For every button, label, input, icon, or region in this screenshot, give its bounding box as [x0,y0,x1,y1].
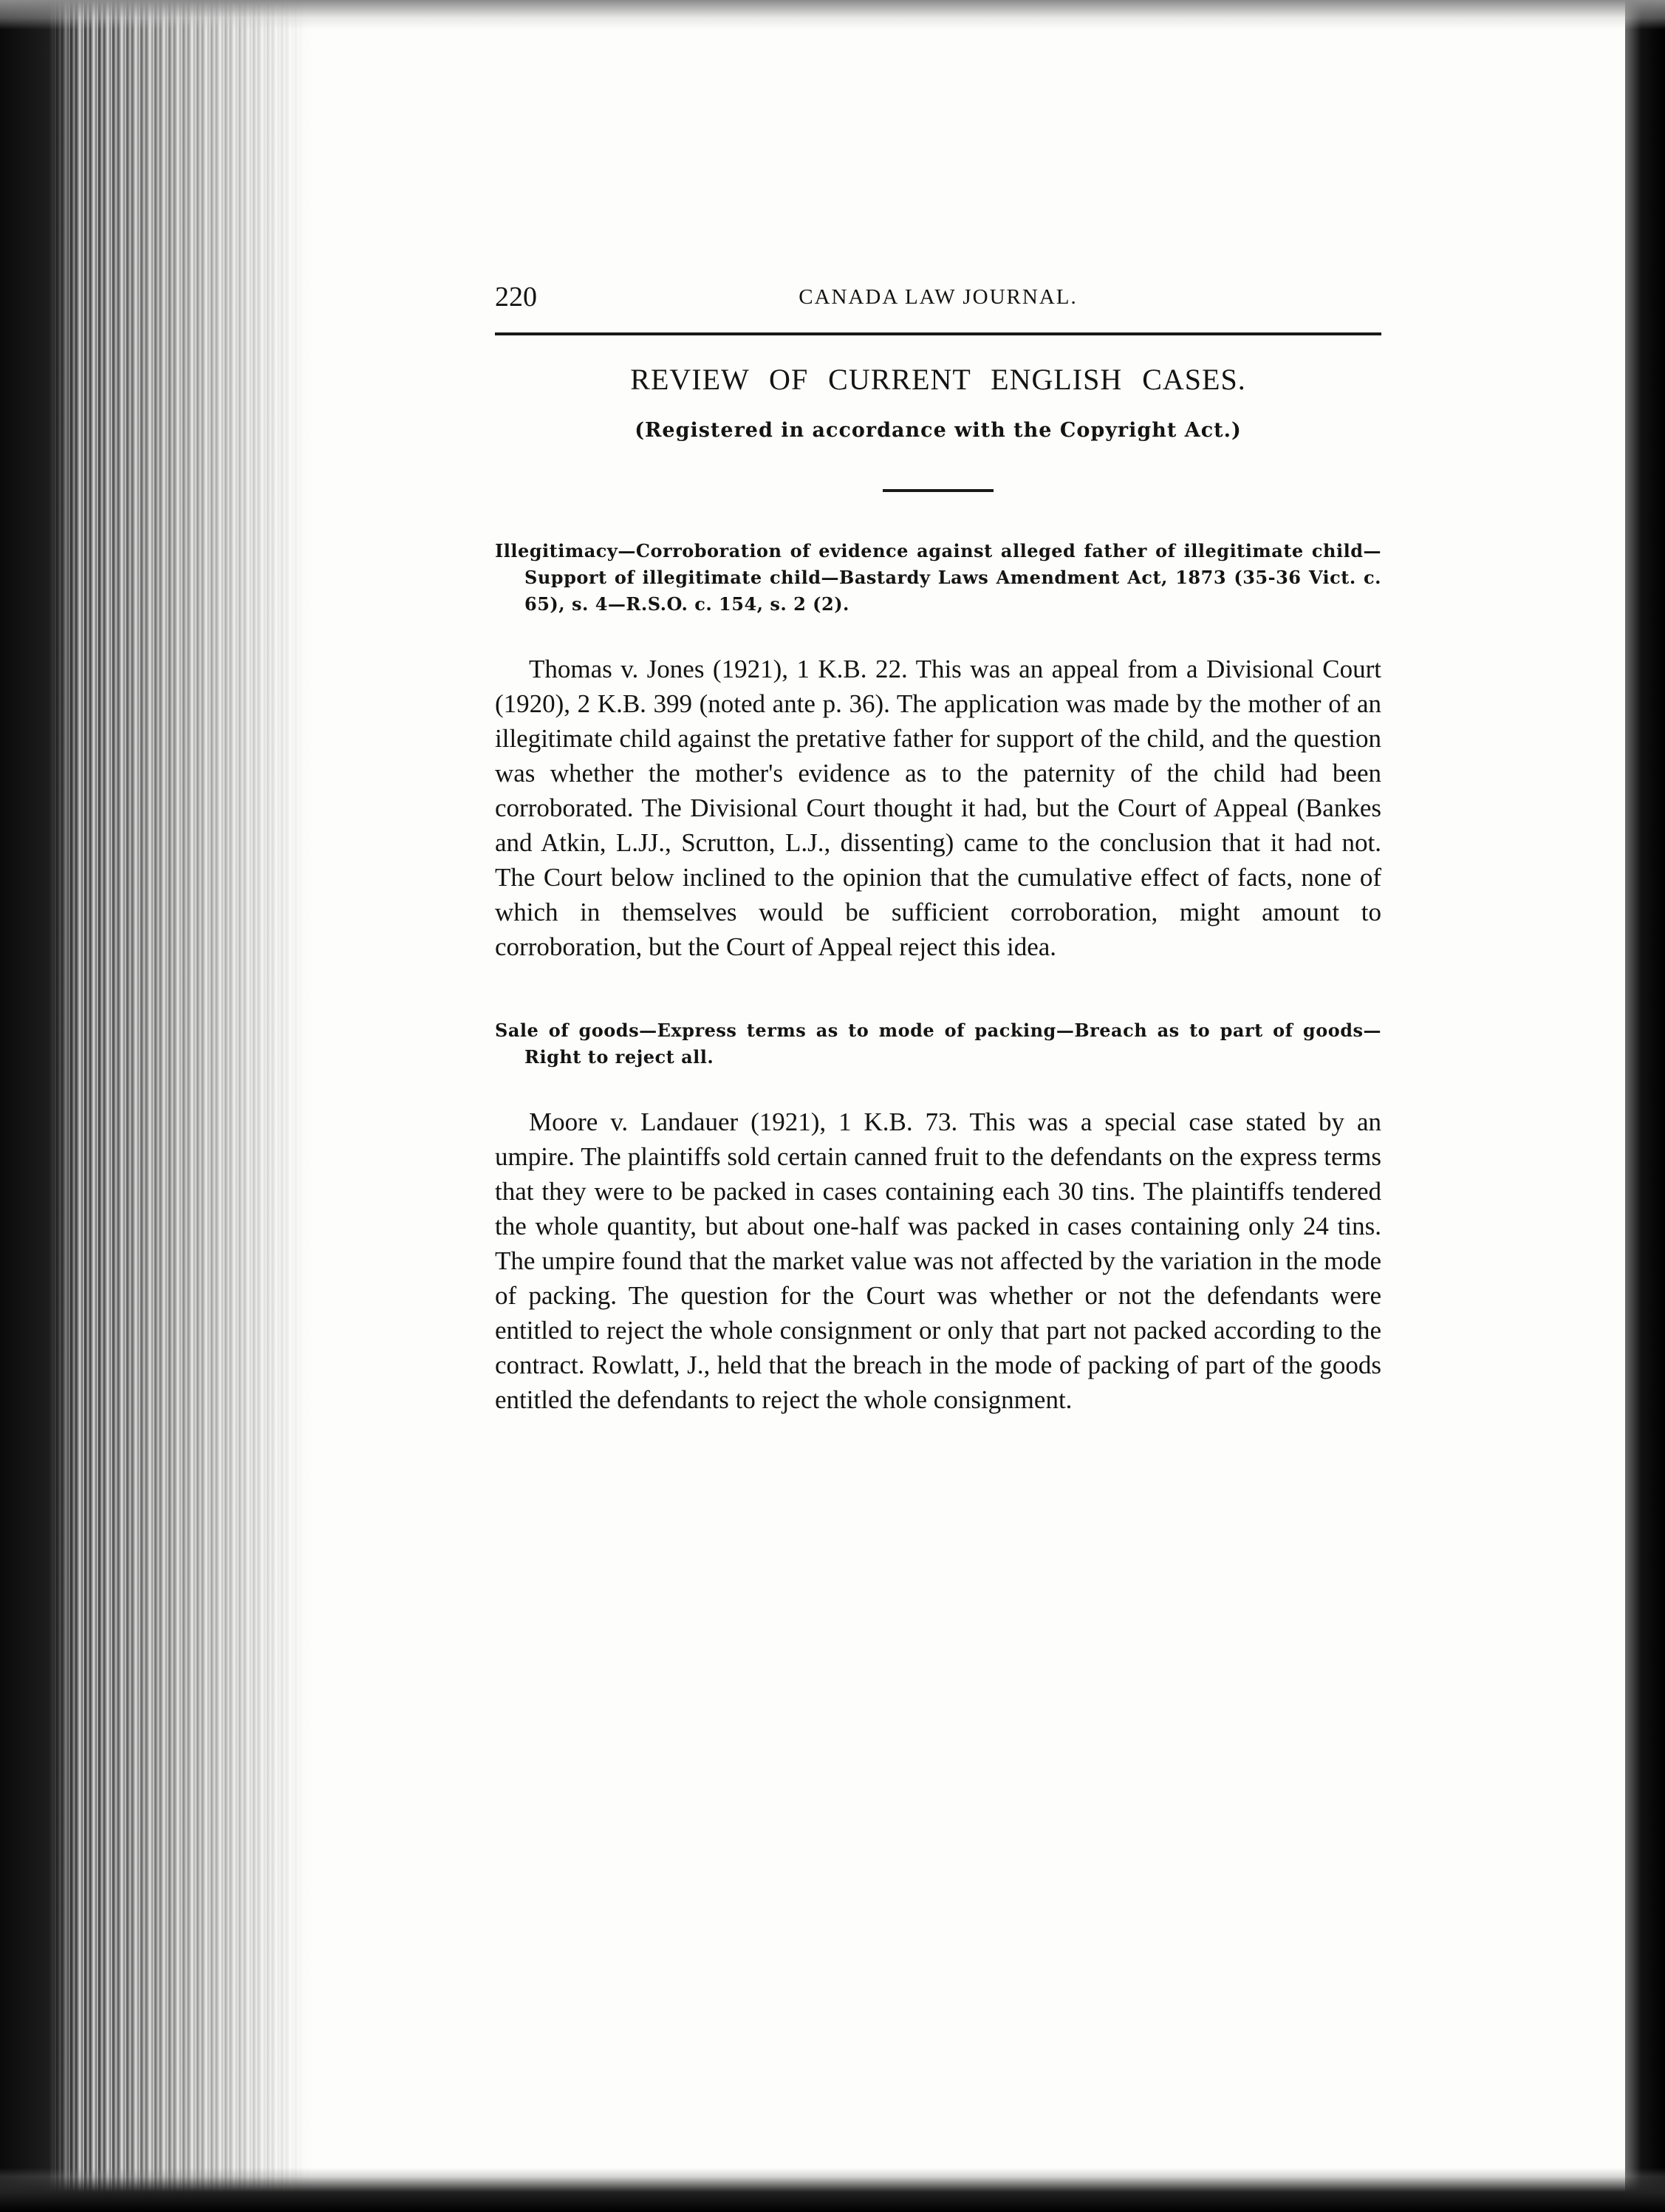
section-title: REVIEW OF CURRENT ENGLISH CASES. [630,363,1246,396]
case-headnote: Sale of goods—Express terms as to mode of packing—Breach as to part of goods—Right to reject all. [495,1020,1381,1068]
running-head [495,281,1381,325]
binding-shadow [0,0,81,2212]
case-body: Moore v. Landauer (1921), 1 K.B. 73. This was a special case stated by an umpire. The plaintiffs sold certain canned fruit to the defendants on the express terms that they were to be packed in cases containing each 30 tins. The plaintiffs tendered the whole quantity, but about one-half was packed in cases containing only 24 tins. The umpire found that the market value was not affected by the variation in the mode of packing. The question for the Court was whether or not the defendants were entitled to reject the whole consignment or only that part not packed according to the contract. Rowlatt, J., held that the breach in the mode of packing of part of the goods entitled the defendants to reject the whole consignment. [495,1107,1381,1414]
bottom-page-edge [0,2168,1665,2212]
section-divider [883,489,994,492]
case-body: Thomas v. Jones (1921), 1 K.B. 22. This was an appeal from a Divisional Court (1920), 2 K.B. 399 (noted ante p. 36). The application was made by the mother of an illegitimate child against the pretative father for support of the child, and the question was whether the mother's evidence as to the paternity of the child had been corroborated. The Divisional Court thought it had, but the Court of Appeal (Bankes and Atkin, L.JJ., Scrutton, L.J., dissenting) came to the conclusion that it had not. The Court below inclined to the opinion that the cumulative effect of facts, none of which in themselves would be sufficient corroboration, might amount to corroboration, but the Court of Appeal reject this idea. [495,655,1381,961]
page-content [495,281,1381,1417]
journal-title: CANADA LAW JOURNAL. [799,285,1078,309]
case-headnote: Illegitimacy—Corroboration of evidence against alleged father of illegitimate child—Support of illegitimate child—Bastardy Laws Amendment Act, 1873 (35-36 Vict. c. 65), s. 4—R.S.O. c. 154, s. 2 (2). [495,540,1381,615]
right-page-edge [1625,0,1665,2212]
header-rule [495,332,1381,335]
top-page-edge [0,0,1665,30]
gutter-fade [89,0,310,2212]
copyright-note: (Registered in accordance with the Copyright Act.) [635,419,1242,442]
page-number: 220 [495,281,537,313]
